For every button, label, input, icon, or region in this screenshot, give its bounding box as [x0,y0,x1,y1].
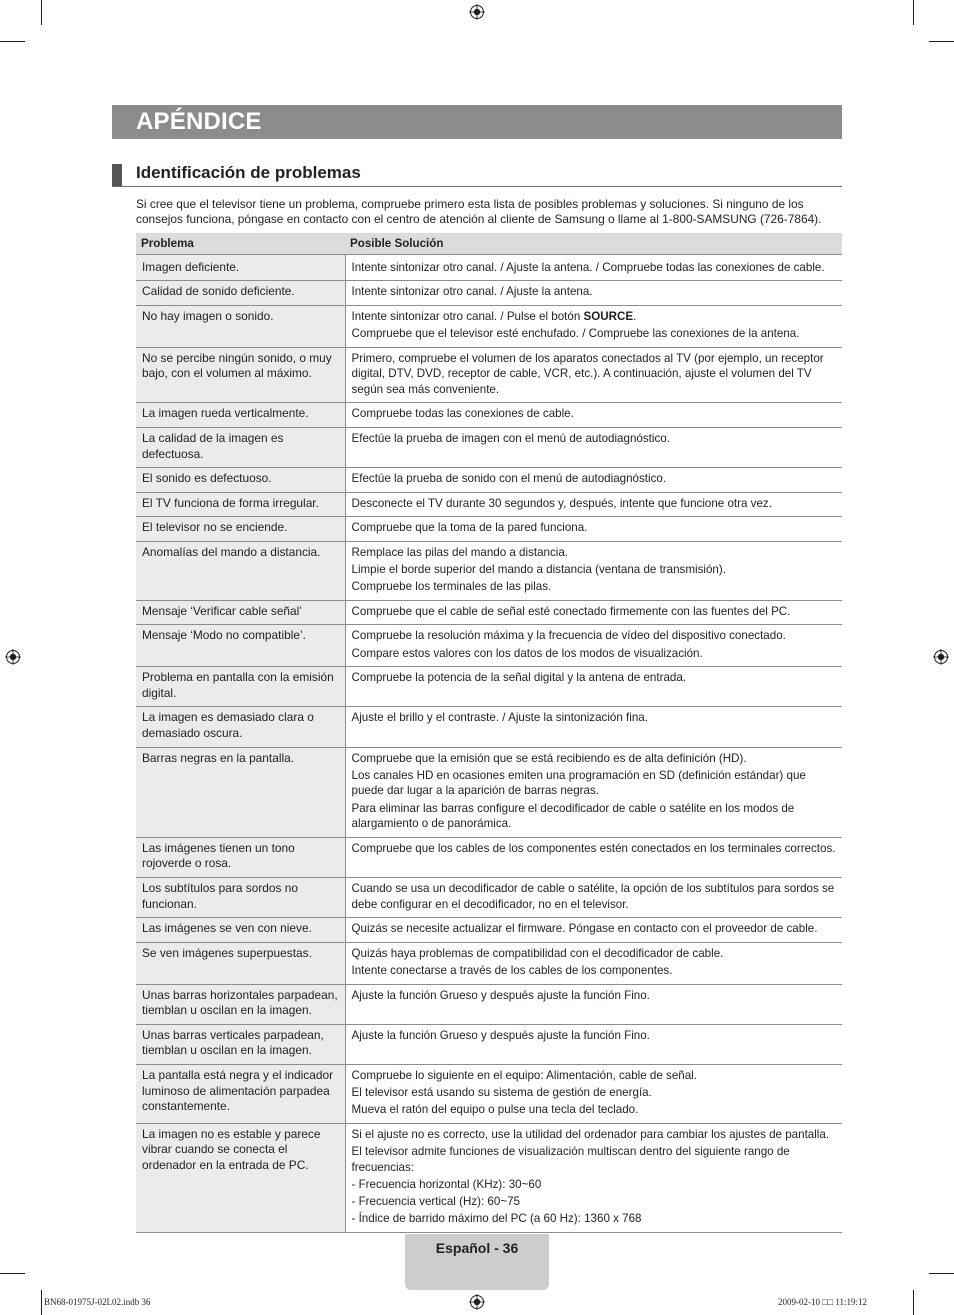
table-row [136,707,842,747]
table-row [136,347,842,403]
solution-cell [345,427,842,467]
solution-cell [345,942,842,984]
section-marker [112,164,122,186]
problem-cell: El televisor no se enciende. [136,517,345,542]
solution-line [352,309,837,325]
table-row [136,942,842,984]
problem-cell: Mensaje ‘Modo no compatible’. [136,625,345,667]
solution-cell [345,984,842,1024]
solution-cell [345,305,842,347]
solution-cell [345,492,842,517]
solution-cell [345,517,842,542]
solution-cell [345,918,842,943]
problem-cell: Calidad de sonido deficiente. [136,281,345,306]
table-row [136,427,842,467]
table-row [136,1024,842,1064]
solution-line: Compruebe que los cables de los componentes estén conectados en los terminales correctos. [351,841,836,855]
chapter-title-bar [112,105,842,139]
solution-line: Compruebe que la emisión que se está recibiendo es de alta definición (HD). [351,751,747,765]
solution-cell [345,468,842,493]
solution-cell [345,541,842,600]
solution-cell [345,347,842,403]
solution-cell [345,1123,842,1232]
solution-line: Compare estos valores con los datos de los modos de visualización. [351,646,703,660]
table-row [136,984,842,1024]
solution-line: Compruebe los terminales de las pilas. [351,580,552,594]
problem-cell: La imagen rueda verticalmente. [136,403,345,428]
solution-text: Intente sintonizar otro canal. / Pulse el botón [351,309,584,323]
problem-cell: La calidad de la imagen es defectuosa. [136,427,345,467]
problem-cell: La imagen es demasiado clara o demasiado oscura. [136,707,345,747]
solution-cell [345,747,842,837]
table-row [136,600,842,625]
solution-line: Para eliminar las barras configure el decodificador de cable o satélite en los modos de alargamiento o de panorámica. [351,801,795,831]
section-divider [112,186,842,187]
crop-mark [41,0,42,25]
solution-line: Primero, compruebe el volumen de los aparatos conectados al TV (por ejemplo, un receptor digital, DTV, DVD, receptor de cable, VCR, etc.). A continuación, ajuste el volumen del TV según sea más conveniente. [351,351,824,396]
solution-cell [345,281,842,306]
problem-cell: Imagen deficiente. [136,254,345,281]
solution-cell [345,877,842,917]
solution-line: Ajuste la función Grueso y después ajuste la función Fino. [351,1028,650,1042]
table-row [136,403,842,428]
problem-cell: El sonido es defectuoso. [136,468,345,493]
solution-line: Compruebe todas las conexiones de cable. [351,407,574,421]
crop-mark [929,41,954,42]
problem-cell: Las imágenes se ven con nieve. [136,918,345,943]
solution-line: Quizás se necesite actualizar el firmware. Póngase en contacto con el proveedor de cable. [351,922,818,936]
table-row [136,305,842,347]
registration-mark-icon [469,4,485,20]
column-header-solution: Posible Solución [345,233,842,254]
problem-cell: Los subtítulos para sordos no funcionan. [136,877,345,917]
table-row [136,625,842,667]
table-row [136,541,842,600]
problem-cell: No hay imagen o sonido. [136,305,345,347]
solution-cell [345,707,842,747]
intro-paragraph: Si cree que el televisor tiene un problema, compruebe primero esta lista de posibles problemas y soluciones. Si ninguno de los consejos funciona, póngase en contacto con el centro de atención al cliente de Samsung o llame al 1-800-SAMSUNG (726-7864). [136,197,822,227]
table-row [136,747,842,837]
chapter-title: APÉNDICE [136,108,262,135]
solution-line: Compruebe que el televisor esté enchufado. / Compruebe las conexiones de la antena. [351,326,800,340]
solution-line: Si el ajuste no es correcto, use la utilidad del ordenador para cambiar los ajustes de pantalla. [351,1127,830,1141]
problem-cell: No se percibe ningún sonido, o muy bajo, con el volumen al máximo. [136,347,345,403]
solution-line: Limpie el borde superior del mando a distancia (ventana de transmisión). [351,563,726,577]
troubleshooting-table [136,233,842,1233]
solution-line: - Índice de barrido máximo del PC (a 60 Hz): 1360 x 768 [351,1212,642,1226]
solution-line: Compruebe la resolución máxima y la frecuencia de vídeo del dispositivo conectado. [351,629,786,643]
section-heading: Identificación de problemas [136,163,361,182]
problem-cell: Mensaje ‘Verificar cable señal’ [136,600,345,625]
source-button-label: SOURCE [583,309,634,323]
solution-line: Compruebe la potencia de la señal digital y la antena de entrada. [351,671,687,685]
table-row [136,1123,842,1232]
table-row [136,837,842,877]
solution-text: . [633,309,637,323]
table-body [136,254,842,1232]
crop-mark [913,0,914,25]
solution-cell [345,254,842,281]
problem-cell: Unas barras horizontales parpadean, tiemblan u oscilan en la imagen. [136,984,345,1024]
solution-line: Ajuste el brillo y el contraste. / Ajuste la sintonización fina. [351,711,648,725]
solution-line: Cuando se usa un decodificador de cable o satélite, la opción de los subtítulos para sordos se debe configurar en el decodificador, no en el televisor. [351,881,835,911]
solution-line: Intente conectarse a través de los cables de los componentes. [351,963,673,977]
table-row [136,667,842,707]
solution-line: El televisor está usando su sistema de gestión de energía. [351,1086,652,1100]
solution-line: Efectúe la prueba de imagen con el menú de autodiagnóstico. [351,431,670,445]
table-row [136,492,842,517]
table-row [136,517,842,542]
solution-line: Quizás haya problemas de compatibilidad con el decodificador de cable. [351,946,724,960]
page-number-tab [405,1234,549,1290]
footer-file-name: BN68-01975J-02L02.indb 36 [44,1297,151,1307]
solution-cell [345,1064,842,1123]
crop-mark [929,1273,954,1274]
table-row [136,1064,842,1123]
solution-line: Efectúe la prueba de sonido con el menú de autodiagnóstico. [351,472,667,486]
solution-line: - Frecuencia vertical (Hz): 60~75 [351,1195,520,1209]
problem-cell: Las imágenes tienen un tono rojoverde o rosa. [136,837,345,877]
solution-line: - Frecuencia horizontal (KHz): 30~60 [351,1177,542,1191]
problem-cell: Se ven imágenes superpuestas. [136,942,345,984]
solution-line: Mueva el ratón del equipo o pulse una tecla del teclado. [351,1103,639,1117]
solution-line: Compruebe lo siguiente en el equipo: Alimentación, cable de señal. [351,1068,697,1082]
footer-timestamp: 2009-02-10 □□ 11:19:12 [778,1297,868,1307]
solution-cell [345,403,842,428]
problem-cell: Unas barras verticales parpadean, tiemblan u oscilan en la imagen. [136,1024,345,1064]
problem-cell: Anomalías del mando a distancia. [136,541,345,600]
problem-cell: Barras negras en la pantalla. [136,747,345,837]
registration-mark-icon [469,1294,485,1310]
crop-mark [0,41,25,42]
registration-mark-icon [933,649,949,665]
solution-line: Ajuste la función Grueso y después ajuste la función Fino. [351,988,650,1002]
solution-line: Intente sintonizar otro canal. / Ajuste la antena. / Compruebe todas las conexiones de cable. [351,260,825,274]
solution-line: Intente sintonizar otro canal. / Ajuste la antena. [351,285,593,299]
solution-cell [345,1024,842,1064]
solution-line: Desconecte el TV durante 30 segundos y, después, intente que funcione otra vez. [351,496,772,510]
crop-mark [41,1290,42,1315]
solution-cell [345,600,842,625]
problem-cell: La imagen no es estable y parece vibrar cuando se conecta el ordenador en la entrada de PC. [136,1123,345,1232]
solution-line: Compruebe que la toma de la pared funciona. [351,521,588,535]
solution-line: Compruebe que el cable de señal esté conectado firmemente con las fuentes del PC. [351,604,791,618]
solution-line: Los canales HD en ocasiones emiten una programación en SD (definición estándar) que puede dar lugar a la aparición de barras negras. [351,768,806,798]
registration-mark-icon [5,649,21,665]
crop-mark [913,1290,914,1315]
solution-cell [345,667,842,707]
table-row [136,468,842,493]
table-row [136,918,842,943]
table-row [136,281,842,306]
solution-line: Remplace las pilas del mando a distancia. [351,545,569,559]
problem-cell: La pantalla está negra y el indicador luminoso de alimentación parpadea constantemente. [136,1064,345,1123]
solution-cell [345,625,842,667]
problem-cell: El TV funciona de forma irregular. [136,492,345,517]
solution-cell [345,837,842,877]
table-header-row [136,233,842,254]
table-row [136,254,842,281]
problem-cell: Problema en pantalla con la emisión digital. [136,667,345,707]
column-header-problem: Problema [136,233,345,254]
solution-line: El televisor admite funciones de visualización multiscan dentro del siguiente rango de frecuencias: [351,1145,790,1174]
table-row [136,877,842,917]
page-number: Español - 36 [435,1240,519,1256]
crop-mark [0,1273,25,1274]
